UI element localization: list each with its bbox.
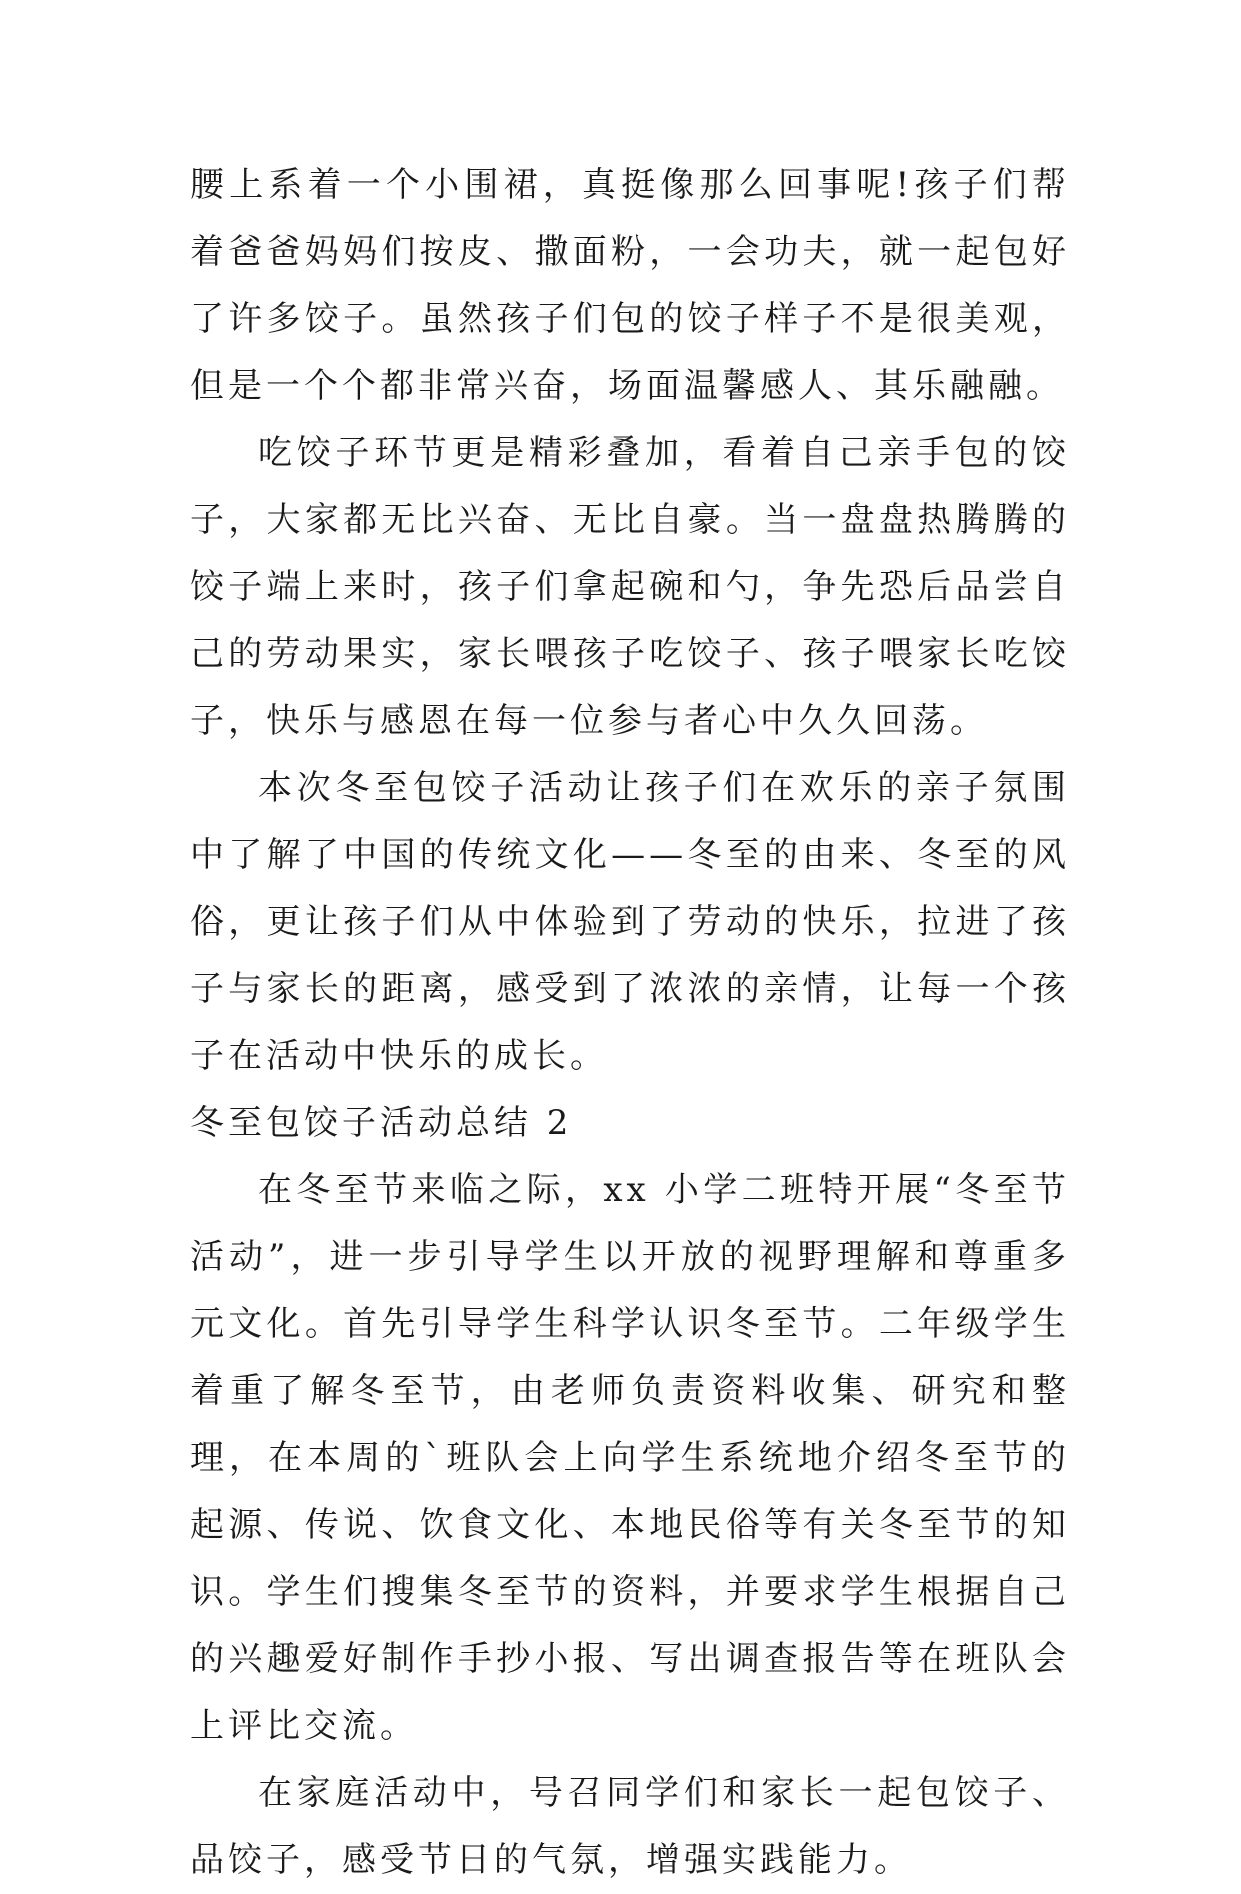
paragraph: 在家庭活动中，号召同学们和家长一起包饺子、品饺子，感受节日的气氛，增强实践能力。 bbox=[190, 1773, 1070, 1880]
section-title: 冬至包饺子活动总结 2 bbox=[190, 1103, 573, 1143]
paragraph: 本次冬至包饺子活动让孩子们在欢乐的亲子氛围中了解了中国的传统文化——冬至的由来、冬至的风俗，更让孩子们从中体验到了劳动的快乐，拉进了孩子与家长的距离，感受到了浓浓的亲情，让每一个孩子在活动中快乐的成长。 bbox=[190, 768, 1070, 1076]
paragraph: 在冬至节来临之际，xx 小学二班特开展“冬至节活动”，进一步引导学生以开放的视野理解和尊重多元文化。首先引导学生科学认识冬至节。二年级学生着重了解冬至节，由老师负责资料收集、研究和整理，在本周的`班队会上向学生系统地介绍冬至节的起源、传说、饮食文化、本地民俗等有关冬至节的知识。学生们搜集冬至节的资料，并要求学生根据自己的兴趣爱好制作手抄小报、写出调查报告等在班队会上评比交流。 bbox=[190, 1170, 1070, 1746]
document-body bbox=[190, 152, 1070, 1894]
paragraph: 吃饺子环节更是精彩叠加，看着自己亲手包的饺子，大家都无比兴奋、无比自豪。当一盘盘热腾腾的饺子端上来时，孩子们拿起碗和勺，争先恐后品尝自己的劳动果实，家长喂孩子吃饺子、孩子喂家长吃饺子，快乐与感恩在每一位参与者心中久久回荡。 bbox=[190, 433, 1070, 741]
paragraph: 腰上系着一个小围裙，真挺像那么回事呢!孩子们帮着爸爸妈妈们按皮、撒面粉，一会功夫，就一起包好了许多饺子。虽然孩子们包的饺子样子不是很美观，但是一个个都非常兴奋，场面温馨感人、其乐融融。 bbox=[190, 165, 1070, 406]
